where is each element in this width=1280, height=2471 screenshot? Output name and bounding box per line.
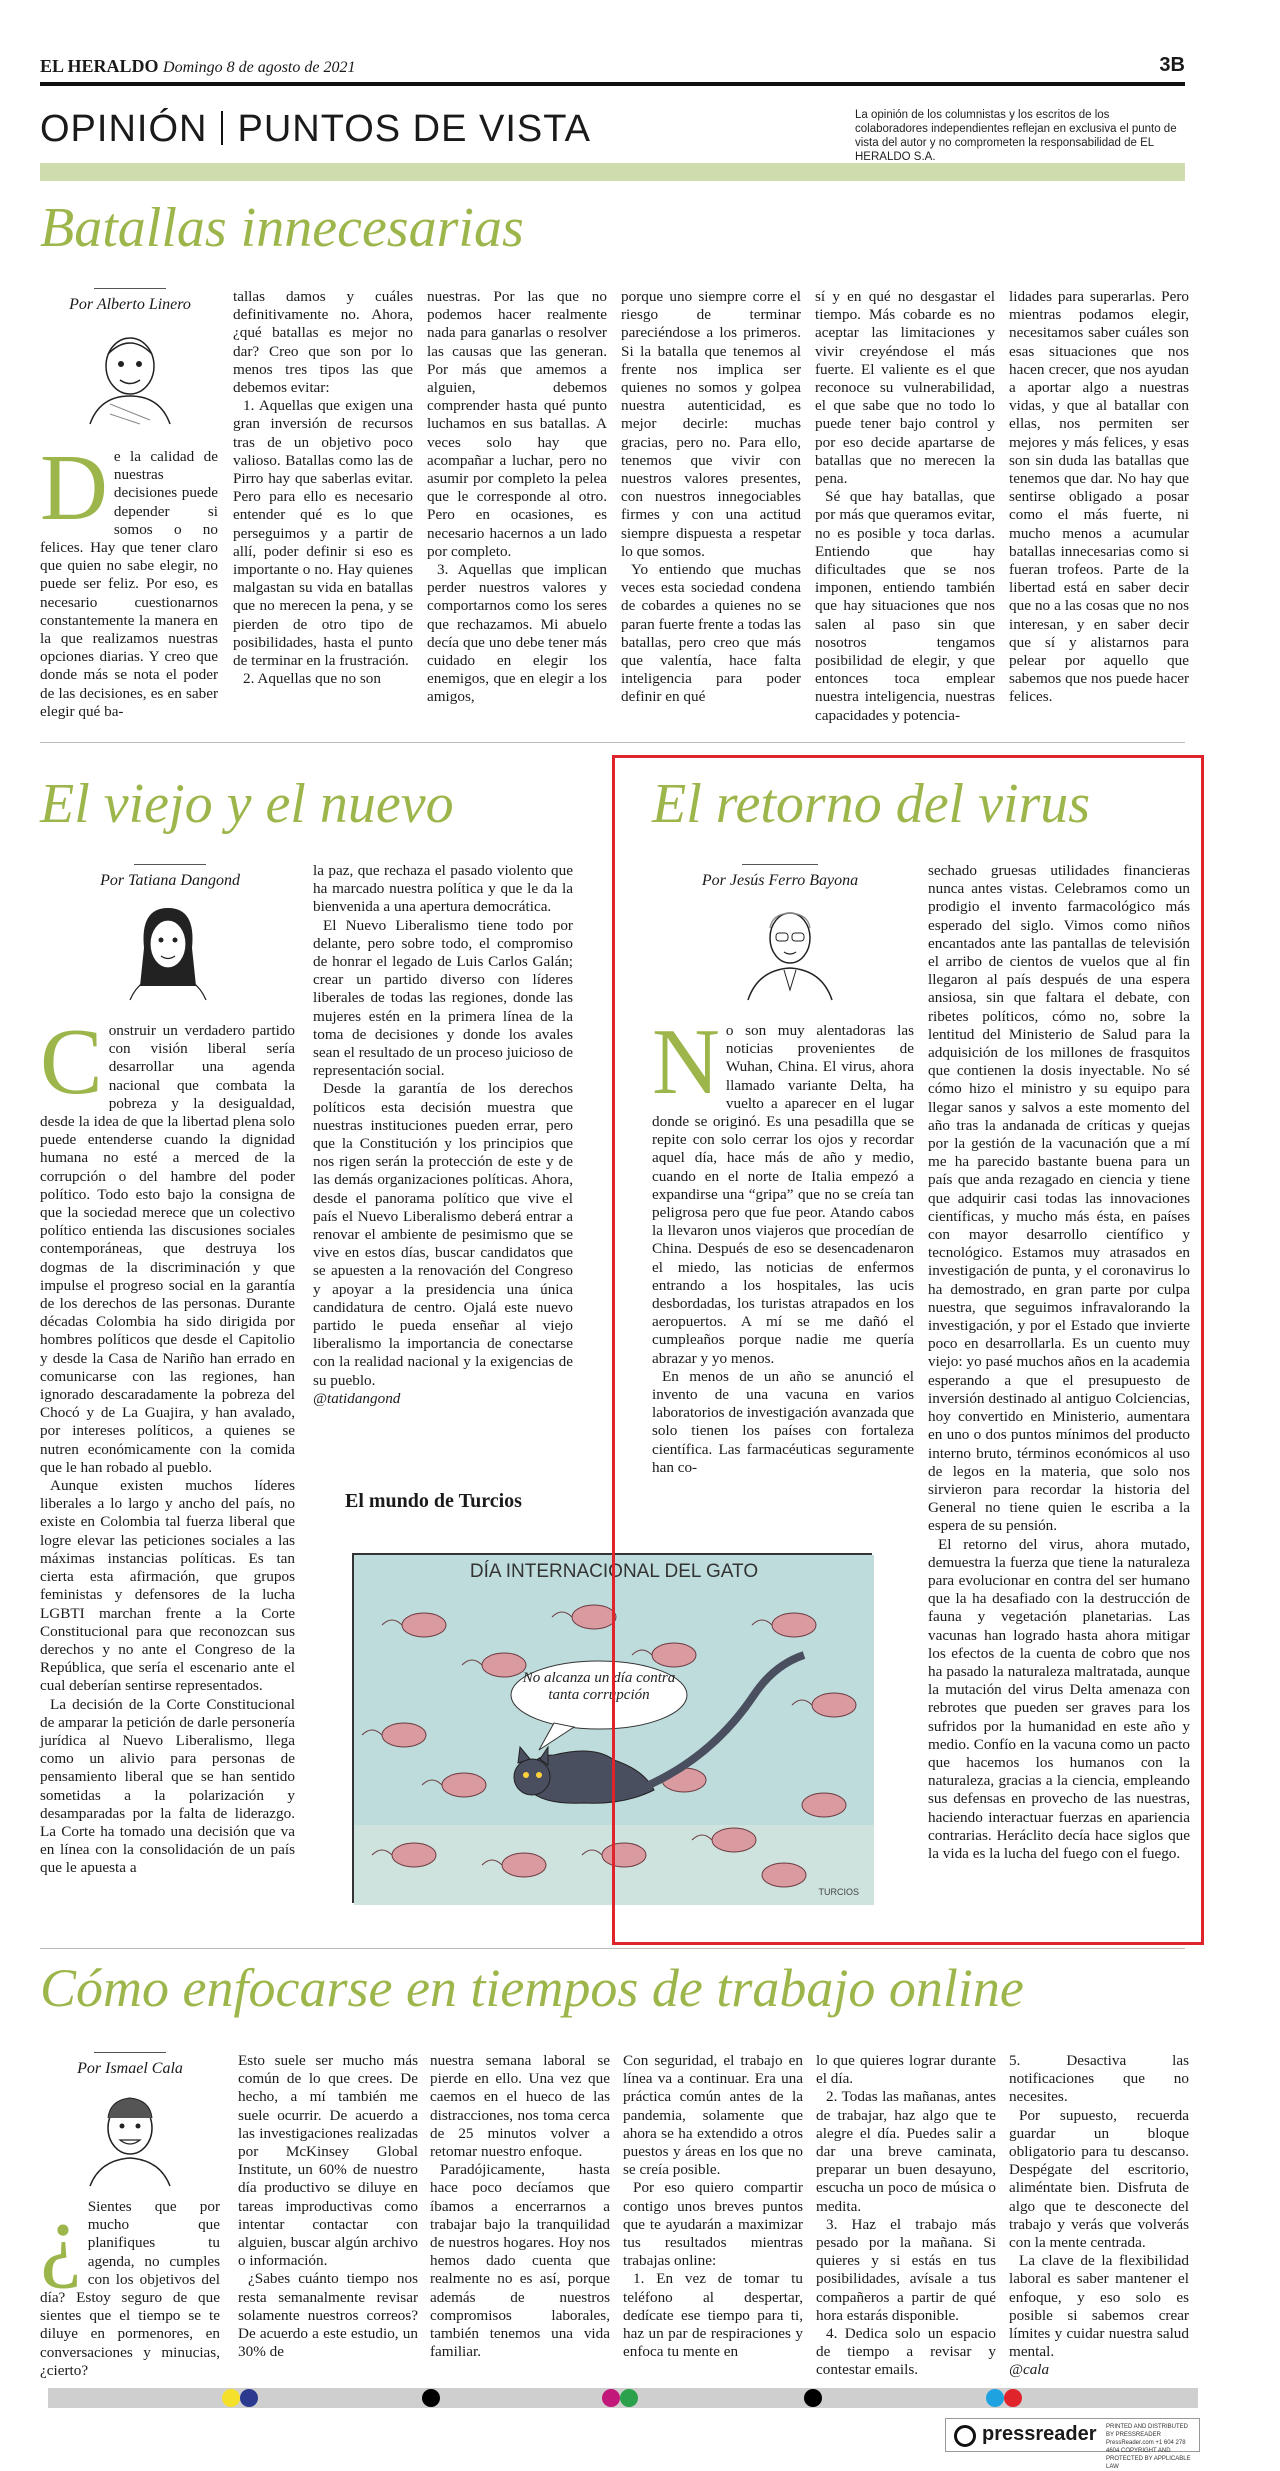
cartoon-banner: DÍA INTERNACIONAL DEL GATO — [469, 1561, 759, 1582]
cartoon-signature: TURCIOS — [818, 1887, 859, 1897]
issue-date: Domingo 8 de agosto de 2021 — [163, 59, 356, 76]
section-accent-bar — [40, 163, 1185, 181]
article-2-byline: Por Tatiana Dangond — [80, 872, 260, 890]
article-3-headline: El retorno del virus — [652, 773, 1091, 835]
pressreader-footer — [945, 2418, 1200, 2470]
article-4-column-4: Con seguridad, el trabajo en línea va a continuar. Era una práctica común antes de la pandemia, solamente que ahora se ha extendido a otros puestos y áreas en los que no se creía posible. Por eso quiero compartir contigo unos breves puntos que te ayudarán a maximizar tus resultados mientras trabajas online: 1. En vez de tomar tu teléfono al despertar, dedícate ese tiempo para ti, haz un par de respiraciones y enfoca tu mente en — [623, 2052, 803, 2361]
article-divider — [40, 1948, 1185, 1949]
masthead — [40, 52, 1185, 86]
article-1-column-6: lidades para superarlas. Pero mientras podamos elegir, necesitamos saber cuáles son esas situaciones que nos hacen crecer, que nos ayudan a aportar algo a nuestras vidas, y que al batallar con ellas, nos permiten ser mejores y más felices, y esas son sin duda las batallas que tenemos que dar. No hay que sentirse obligado a posar como el más fuerte, ni mucho menos a acumular batallas innecesarias como si fueran trofeos. Parte de la libertad está en saber decir que no a las cosas que no nos interesan, y en saber decir que sí y alistarnos para pelear por aquello que sabemos que nos puede hacer felices. — [1009, 288, 1189, 706]
registration-dot-yellow — [222, 2389, 240, 2407]
registration-dot-red — [1004, 2389, 1022, 2407]
section-header — [40, 100, 1185, 163]
article-1-column-1: D e la calidad de nuestras decisiones puede depender si somos o no felices. Hay que tener claro que quien no sabe elegir, no puede ser feliz. Por eso, es necesario cuestionarnos constantemente la manera en la que realizamos nuestras opciones diarias. Y creo que donde más se nota el poder de las decisiones, es en saber elegir qué ba- — [40, 436, 218, 720]
cartoon-speech-bubble: No alcanza un día contra tanta corrupción — [522, 1670, 676, 1703]
article-1-column-2: tallas damos y cuáles definitivamente no. Ahora, ¿qué batallas es mejor no dar? Creo que son por lo menos tres tipos las que debemos evitar: 1. Aquellas que exigen una gran inversión de recursos tras de un objetivo poco valioso. Batallas como las de Pirro hay que saberlas evitar. Pero para ello es necesario entender qué es lo que perseguimos y a partir de allí, poder definir si eso es importante o no. Hay quienes malgastan su vida en batallas que no merecen la pena, y se pierden de otro tipo de posibilidades, hasta el punto de terminar en la frustración. 2. Aquellas que no son — [233, 288, 413, 688]
article-3-byline: Por Jesús Ferro Bayona — [685, 872, 875, 890]
section-title-separator — [221, 111, 223, 145]
cartoon-section-title: El mundo de Turcios — [345, 1490, 522, 1512]
article-4-author-portrait — [80, 2086, 180, 2186]
registration-dot-magenta — [602, 2389, 620, 2407]
article-4-column-6: 5. Desactiva las notificaciones que no necesites. Por supuesto, recuerda guardar un bloque obligatorio para tu descanso. Despégate del escritorio, aliméntate bien. Disfruta de algo que te desconecte del trabajo y verás que volverás con la mente centrada. La clave de la flexibilidad laboral es saber mantener el enfoque, y eso solo es posible si sabemos crear límites y cuidar nuestra salud mental. @cala — [1009, 2052, 1189, 2379]
article-3-column-2: sechado gruesas utilidades financieras nunca antes vistas. Celebramos como un prodigio el invento farmacológico más esperado del siglo. Vimos como niños encantados ante las pantallas de televisión el arribo de cientos de vuelos que al fin llegaron al país después de una espera ansiosa, sin que faltara el debate, con ribetes políticos, cómo no, sobre la lentitud del Ministerio de Salud para la adquisición de los millones de frasquitos que contienen la dosis inyectable. No sé cómo hizo el ministro y su equipo para llegar sanos y salvos a este momento del año tras la andanada de críticas y quejas por la gestión de la vacunación que a mí me ha parecido bastante buena para un país que anda rezagado en ciencia y tiene que adquirir casi todas las innovaciones científicas, y mucho más ésta, en países con mayor desarrollo científico y tecnológico. Estamos muy atrasados en investigación de punta, y el coronavirus lo ha demostrado, en gran parte por culpa nuestra, que seguimos infravalorando la investigación, y por el Estado que invierte poco en desarrollarla. Es un cuento muy viejo: yo pasé muchos años en la academia esperando a que el presupuesto de inversión destinado al antiguo Colciencias, hoy convertido en Ministerio, aumentara en uno o dos puntos mínimos del producto interno bruto, términos económicos al uso de legos en la materia, que solo nos sirvieron para recordar la historia del General no tiene quien le escriba a la espera de su pensión. El retorno del virus, ahora mutado, demuestra la fuerza que tiene la naturaleza para evolucionar en contra del ser humano que la ha desafiado con la destrucción de fauna y vegetación planetarias. Las vacunas han logrado hasta ahora mitigar los efectos de la cuenta de cobro que nos ha pasado la naturaleza maltratada, aunque la mutación del virus Delta amenaza con rebrotes que pueden ser graves para los sufridos por la humanidad en este año y medio. Confío en la vacuna como un pacto que hacemos los humanos con la naturaleza, gracias a la ciencia, empleando sus defensas en provecho de las nuestras, haciendo interactuar fuerzas en apariencia contrarias. Heráclito decía hace siglos que la vida es la lucha del fuego con el fuego. — [928, 862, 1190, 1862]
article-2-dropcap: C — [40, 1010, 103, 1114]
pressreader-logo: pressreader — [982, 2423, 1097, 2445]
pressreader-fine-print: PRINTED AND DISTRIBUTED BY PRESSREADER PressReader.com +1 604 278 4604 COPYRIGHT AND PROTECTED BY APPLICABLE LAW — [1106, 2424, 1191, 2470]
article-4-headline: Cómo enfocarse en tiempos de trabajo online — [40, 1958, 1024, 2018]
registration-dot-black — [804, 2389, 822, 2407]
article-3-author-portrait — [740, 898, 840, 1000]
registration-dot-cyan — [986, 2389, 1004, 2407]
section-title-left: OPINIÓN — [40, 108, 208, 150]
article-4-column-3: nuestra semana laboral se pierde en ello. Una vez que caemos en el hueco de las distracciones, nos toma cerca de 25 minutos volver a retomar nuestro enfoque. Paradójicamente, hasta hace poco decíamos que íbamos a encerrarnos a trabajar bajo la tranquilidad de nuestros hogares. Hoy nos hemos dado cuenta que realmente no es así, porque además de nuestros compromisos laborales, también tenemos una vida familiar. — [430, 2052, 610, 2361]
registration-dot-black — [422, 2389, 440, 2407]
article-1-headline: Batallas innecesarias — [40, 197, 524, 259]
registration-dot-green — [620, 2389, 638, 2407]
article-2-column-2: la paz, que rechaza el pasado violento que ha marcado nuestra política y que le da la bienvenida a una apertura democrática. El Nuevo Liberalismo tiene todo por delante, pero sobre todo, el compromiso de honrar el legado de Luis Carlos Galán; crear un partido diverso con líderes liberales de todas las regiones, donde las mujeres estén en la primera línea de la toma de decisiones y donde los avales sean el resultado de un proceso juicioso de representación social. Desde la garantía de los derechos políticos esta decisión muestra que nuestras instituciones pueden errar, pero que la Constitución y los principios que nos rigen serán la protección de este y de las demás organizaciones políticas. Ahora, desde el panorama político que vive el país el Nuevo Liberalismo deberá entrar a renovar el ambiente de pesimismo que se vive en estos días, buscar candidatos que se apuesten a la renovación del Congreso y apoyar a la presidencia una única candidatura de centro. Ojalá este nuevo partido le pueda enseñar al viejo liberalismo la importancia de conectarse con la realidad nacional y la exigencias de su pueblo. @tatidangond — [313, 862, 573, 1407]
article-4-dropcap: ¿ — [40, 2186, 82, 2290]
article-4-author-handle: @cala — [1009, 2361, 1050, 2379]
article-3-column-1: N o son muy alentadoras las noticias provenientes de Wuhan, China. El virus, ahora llamado variante Delta, ha vuelto a aparecer en el lugar donde se originó. Es una pesadilla que se repite con solo cerrar los ojos y recordar aquel día, hace más de año y medio, cuando en el norte de Italia empezó a expandirse una “gripa” que no se creía tan peligrosa pero que fue peor. Atando cabos la llevaron unos viajeros que procedían de China. Después de eso se desencadenaron el miedo, las noticias de enfermos entrando a los hospitales, las ucis desbordadas, los turistas atrapados en los aeropuertos. A mí se me dañó el cumpleaños porque nadie me quería abrazar y yo menos. En menos de un año se anunció el invento de una vacuna en varios laboratorios de investigación avanzada que solo tienen los países con fortaleza científica. Las farmacéuticas seguramente han co- — [652, 1010, 914, 1476]
section-title — [40, 108, 591, 151]
article-2-headline: El viejo y el nuevo — [40, 773, 454, 835]
article-4-byline: Por Ismael Cala — [40, 2060, 220, 2078]
article-1-byline: Por Alberto Linero — [40, 296, 220, 314]
article-2-author-portrait — [118, 898, 218, 1000]
article-2-author-handle: @tatidangond — [313, 1389, 401, 1407]
registration-dot-blue — [240, 2389, 258, 2407]
newspaper-name: EL HERALDO Domingo 8 de agosto de 2021 — [40, 56, 356, 76]
article-1-column-5: sí y en qué no desgastar el tiempo. Más cobarde es no aceptar las limitaciones y vivir creyéndose el más fuerte. El valiente es el que reconoce su vulnerabilidad, el que sabe que no todo lo puede tener bajo control y por eso decide apartarse de batallas que no merecen la pena. Sé que hay batallas, que por más que queramos evitar, no es posible y toca darlas. Entiendo que hay dificultades que se nos imponen, entiendo también que hay situaciones que nos salen al paso sin que nosotros tengamos posibilidad de elegir, y que entonces toca emplear nuestra inteligencia, nuestras capacidades y potencia- — [815, 288, 995, 724]
pressreader-logo-icon — [954, 2425, 976, 2447]
section-title-right: PUNTOS DE VISTA — [237, 108, 592, 150]
page-number: 3B — [1159, 54, 1185, 76]
article-4-column-5: lo que quieres lograr durante el día. 2. Todas las mañanas, antes de trabajar, haz algo que te alegre el día. Puedes salir a dar una breve caminata, preparar un buen desayuno, escucha un poco de música o medita. 3. Haz el trabajo más pesado por la mañana. Si quieres y si estás en tus posibilidades, avísale a tus compañeros a partir de qué hora estarás disponible. 4. Dedica solo un espacio de tiempo a revisar y contestar emails. — [816, 2052, 996, 2379]
article-1-column-3: nuestras. Por las que no podemos hacer realmente nada para ganarlas o resolver las causas que las generan. Por más que amemos a alguien, debemos comprender hasta qué punto luchamos en sus batallas. A veces solo hay que acompañar a luchar, pero no asumir por completo la pelea que le corresponde al otro. Pero en ocasiones, es necesario hacernos a un lado por completo. 3. Aquellas que implican perder nuestros valores y comportarnos como los seres que rechazamos. Mi abuelo decía que uno debe tener más cuidado en elegir los enemigos, que en elegir a los amigos, — [427, 288, 607, 706]
article-4-column-2: Esto suele ser mucho más común de lo que crees. De hecho, a mí también me suele ocurrir. De acuerdo a las investigaciones realizadas por McKinsey Global Institute, un 60% de nuestro día productivo se diluye en tareas improductivas como intentar contactar con alguien, buscar algún archivo o información. ¿Sabes cuánto tiempo nos resta semanalmente revisar solamente nuestros correos? De acuerdo a este estudio, un 30% de — [238, 2052, 418, 2361]
article-4-column-1: ¿ Sientes que por mucho que planifiques tu agenda, no cumples con los objetivos del día? Estoy seguro de que sientes que el tiempo se te diluye en pormenores, en conversaciones y minucias, ¿cierto? — [40, 2186, 220, 2379]
article-1-column-4: porque uno siempre corre el riesgo de terminar pareciéndose a los primeros. Si la batalla que tenemos al frente nos implica ser quienes no somos y golpea nuestra autenticidad, es mejor decirle: muchas gracias, pero no. Para ello, tenemos que vivir con nuestros valores presentes, con nuestros innegociables firmes y con una actitud siempre dispuesta a respetar lo que somos. Yo entiendo que muchas veces esta sociedad condena de cobardes a quienes no se paran fuerte frente a todas las batallas, pero creo que más que valentía, hace falta inteligencia para poder definir en qué — [621, 288, 801, 706]
article-1-dropcap: D — [40, 436, 108, 540]
article-1-author-portrait — [80, 324, 180, 424]
article-3-dropcap: N — [652, 1010, 720, 1114]
section-disclaimer: La opinión de los columnistas y los escritos de los colaboradores independientes reflejan en exclusiva el punto de vista del autor y no comprometen la responsabilidad de EL HERALDO S.A. — [855, 109, 1177, 163]
article-2-column-1: C onstruir un verdadero partido con visión liberal sería desarrollar una agenda nacional que combata la pobreza y la desigualdad, desde la idea de que la libertad plena solo puede entenderse cuando la dignidad humana no esté a merced de la corrupción o del hambre del poder político. Todo esto bajo la consigna de que la sociedad merece que un colectivo político entienda las discusiones sociales contemporáneas, que destruya los dogmas de la discriminación y que impulse el progreso social en la garantía de los derechos de las personas. Durante décadas Colombia ha sido dirigida por hombres políticos que desde el Capitolio y desde la Casa de Nariño han errado en comunicarse con las regiones, han ignorado descaradamente la pobreza del Chocó y de La Guajira, y han avalado, por intereses políticos, a quienes se nutren económicamente con la comida que le han robado al pueblo. Aunque existen muchos líderes liberales a lo largo y ancho del país, no existe en Colombia tal fuerza liberal que logre elevar las peticiones sociales a las máximas instancias políticas. Es tan cierta esta afirmación, que grupos feministas y defensores de la lucha LGBTI marchan frente a la Corte Constitucional para que reconozcan sus derechos y no ante el Congreso de la República, que sería el escenario ante el cual deberían sentirse representados. La decisión de la Corte Constitucional de amparar la petición de darle personería jurídica al Nuevo Liberalismo, llega como un alivio para personas de pensamiento liberal que se han sentido sometidas a la polarización y desamparadas por la falta de liderazgo. La Corte ha tomado una decisión que va en línea con la consolidación de un país que le apuesta a — [40, 1010, 295, 1877]
article-divider — [40, 742, 1185, 743]
